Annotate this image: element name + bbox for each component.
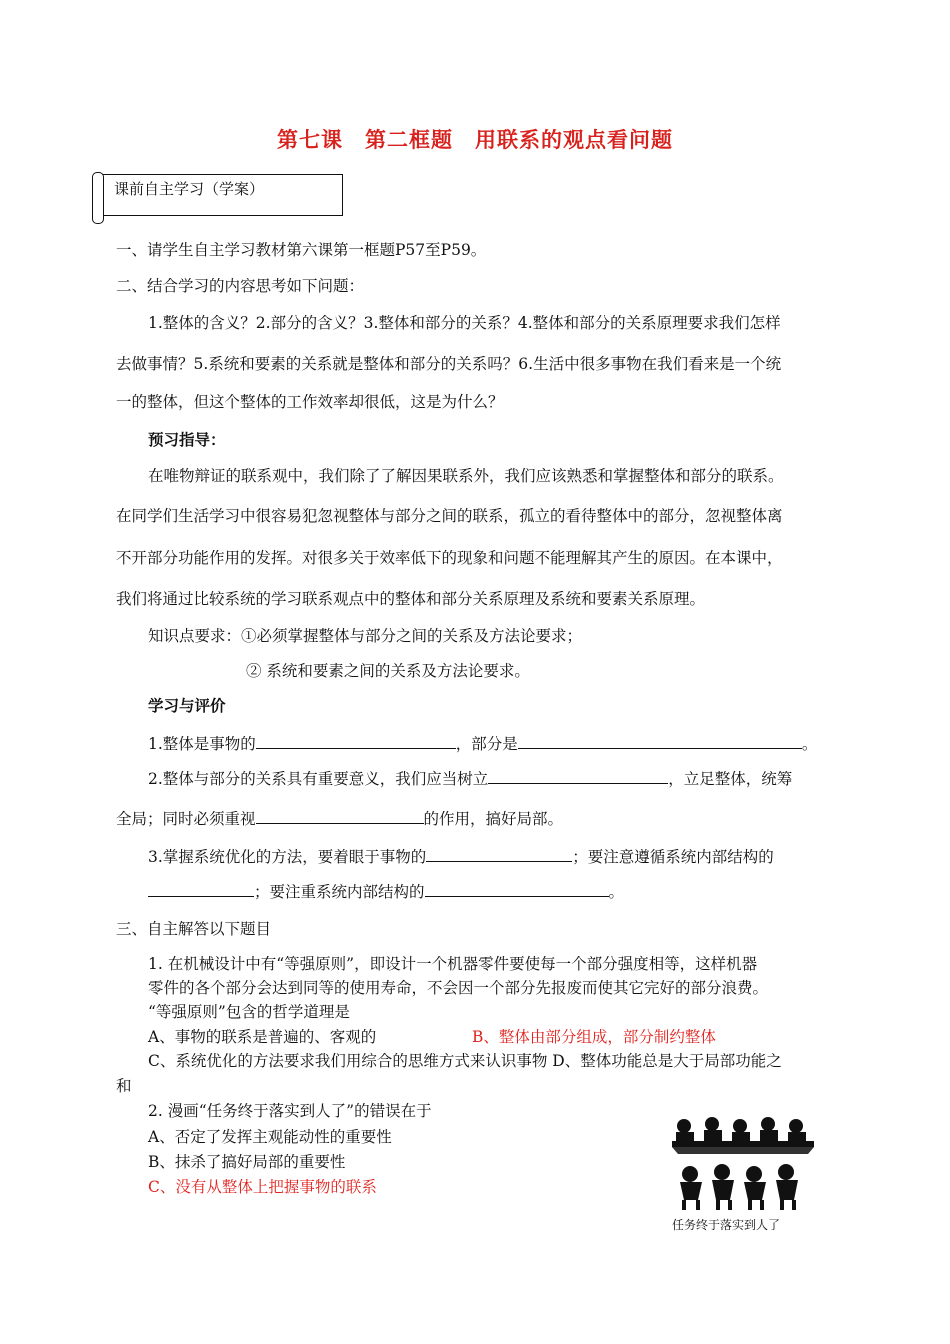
knowledge-line-1: 知识点要求：①必须掌握整体与部分之间的关系及方法论要求； bbox=[148, 627, 583, 645]
blank-field[interactable] bbox=[148, 881, 254, 897]
knowledge-line-2: ② 系统和要素之间的关系及方法论要求。 bbox=[246, 662, 530, 680]
fill-question-2 bbox=[148, 768, 792, 789]
questions-line-3: 一的整体，但这个整体的工作效率却很低，这是为什么？ bbox=[116, 393, 504, 411]
box-label: 课前自主学习（学案） bbox=[114, 180, 265, 198]
fill-q3-part-a: 3.掌握系统优化的方法，要着眼于事物的 bbox=[148, 848, 427, 866]
fill-q3-part-d: 。 bbox=[608, 883, 625, 901]
guide-line-2: 在同学们生活学习中很容易犯忽视整体与部分之间的联系，孤立的看待整体中的部分，忽视整体离 bbox=[116, 507, 783, 525]
mc2-stem: 2. 漫画“任务终于落实到人了”的错误在于 bbox=[148, 1102, 432, 1120]
blank-field[interactable] bbox=[488, 768, 668, 784]
questions-line-2: 去做事情？5.系统和要素的关系就是整体和部分的关系吗？6.生活中很多事物在我们看来是一个统 bbox=[116, 355, 782, 373]
mc1-stem-line-1: 1. 在机械设计中有“等强原则”，即设计一个机器零件要使每一个部分强度相等，这样机器 bbox=[148, 955, 758, 973]
mc2-option-a: A、否定了发挥主观能动性的重要性 bbox=[148, 1128, 392, 1146]
fill-q1-part-a: 1.整体是事物的 bbox=[148, 735, 256, 753]
fill-question-1 bbox=[148, 733, 817, 754]
fill-q3-part-b: ；要注意遵循系统内部结构的 bbox=[572, 848, 774, 866]
section-3: 三、自主解答以下题目 bbox=[116, 920, 272, 938]
fill-q1-part-b: ，部分是 bbox=[455, 735, 518, 753]
blank-field[interactable] bbox=[518, 733, 802, 749]
mc1-option-cd-cont: 和 bbox=[116, 1077, 132, 1095]
section-1: 一、请学生自主学习教材第六课第一框题P57至P59。 bbox=[116, 241, 487, 259]
fill-q3-part-c: ；要注重系统内部结构的 bbox=[254, 883, 425, 901]
mc1-stem-line-3: “等强原则”包含的哲学道理是 bbox=[148, 1003, 350, 1021]
fill-question-3 bbox=[148, 846, 774, 867]
cartoon-image bbox=[668, 1112, 820, 1234]
scroll-curl-icon bbox=[92, 172, 104, 224]
fill-q1-part-c: 。 bbox=[801, 735, 818, 753]
section-2: 二、结合学习的内容思考如下问题： bbox=[116, 277, 365, 295]
page-title: 第七课 第二框题 用联系的观点看问题 bbox=[277, 128, 673, 152]
mc2-option-c-answer: C、没有从整体上把握事物的联系 bbox=[148, 1178, 377, 1196]
fill-question-2-cont bbox=[116, 808, 563, 829]
mc1-option-cd: C、系统优化的方法要求我们用综合的思维方式来认识事物 D、整体功能总是大于局部功能之 bbox=[148, 1052, 782, 1070]
fill-question-3-cont bbox=[148, 881, 624, 902]
fill-q2-part-c: 全局；同时必须重视 bbox=[116, 810, 256, 828]
mc1-option-b-answer: B、整体由部分组成，部分制约整体 bbox=[472, 1028, 716, 1046]
fill-q2-part-d: 的作用，搞好局部。 bbox=[423, 810, 564, 828]
blank-field[interactable] bbox=[256, 733, 456, 749]
questions-line-1: 1.整体的含义？2.部分的含义？3.整体和部分的关系？4.整体和部分的关系原理要求我们怎样 bbox=[148, 314, 781, 332]
fill-q2-part-b: ，立足整体，统筹 bbox=[668, 770, 793, 788]
scroll-label-box bbox=[92, 172, 344, 214]
guide-heading: 预习指导： bbox=[148, 431, 226, 449]
blank-field[interactable] bbox=[256, 808, 424, 824]
mc1-stem-line-2: 零件的各个部分会达到同等的使用寿命，不会因一个部分先报废而使其它完好的部分浪费。 bbox=[148, 979, 769, 997]
fill-q2-part-a: 2.整体与部分的关系具有重要意义，我们应当树立 bbox=[148, 770, 489, 788]
mc1-option-a: A、事物的联系是普遍的、客观的 bbox=[148, 1028, 377, 1046]
mc2-option-b: B、抹杀了搞好局部的重要性 bbox=[148, 1153, 346, 1171]
guide-line-3: 不开部分功能作用的发挥。对很多关于效率低下的现象和问题不能理解其产生的原因。在本课中， bbox=[116, 549, 783, 567]
blank-field[interactable] bbox=[426, 846, 572, 862]
cartoon-caption: 任务终于落实到人了 bbox=[672, 1218, 781, 1232]
evaluation-heading: 学习与评价 bbox=[148, 697, 226, 715]
guide-line-4: 我们将通过比较系统的学习联系观点中的整体和部分关系原理及系统和要素关系原理。 bbox=[116, 590, 706, 608]
guide-line-1: 在唯物辩证的联系观中，我们除了了解因果联系外，我们应该熟悉和掌握整体和部分的联系。 bbox=[148, 467, 784, 485]
blank-field[interactable] bbox=[425, 881, 609, 897]
